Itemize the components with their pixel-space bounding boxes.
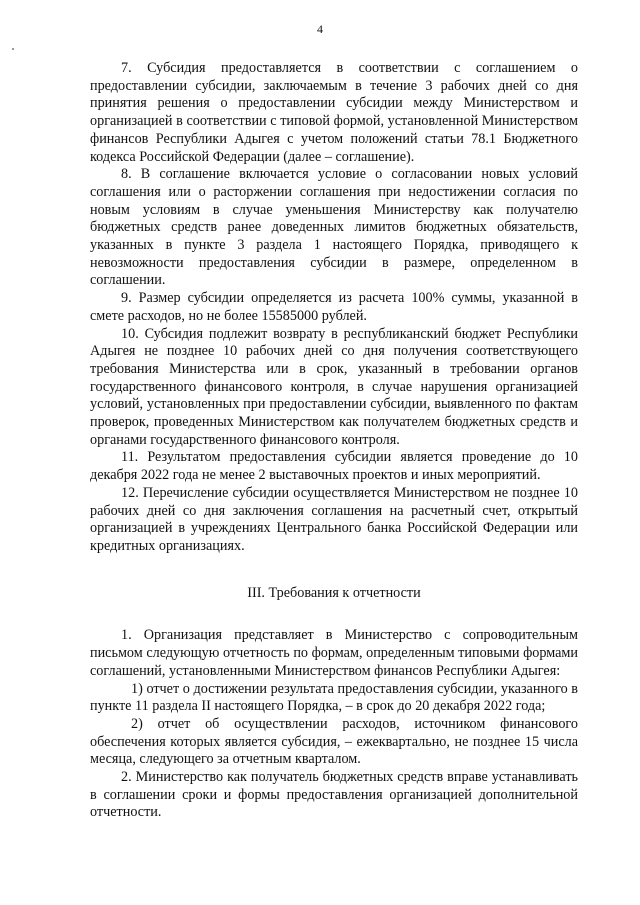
reporting-paragraph-2: 2. Министерство как получатель бюджетных средств вправе устанавливать в соглашении сроки и формы предоставления организацией дополнительной отчетности. bbox=[90, 769, 578, 821]
reporting-subitem-1: 1) отчет о достижении результата предоставления субсидии, указанного в пункте 11 раздела II настоящего Порядка, – в срок до 20 декабря 2022 года; bbox=[90, 680, 578, 715]
reporting-subitem-2: 2) отчет об осуществлении расходов, источником финансового обеспечения которых является субсидия, – ежеквартально, не позднее 15 числа месяца, следующего за отчетным кварталом. bbox=[90, 715, 578, 768]
scan-speck bbox=[12, 48, 14, 50]
paragraph-11: 11. Результатом предоставления субсидии является проведение до 10 декабря 2022 года не менее 2 выставочных проектов и иных мероприятий. bbox=[90, 449, 578, 484]
reporting-paragraph-1: 1. Организация представляет в Министерство с сопроводительным письмом следующую отчетность по формам, определенным типовыми формами соглашений, установленными Министерством финансов Республики Адыгея: bbox=[90, 627, 578, 679]
page-number: 4 bbox=[317, 22, 323, 36]
paragraph-9: 9. Размер субсидии определяется из расчета 100% суммы, указанной в смете расходов, но не более 15585000 рублей. bbox=[90, 290, 578, 324]
paragraph-12: 12. Перечисление субсидии осуществляется Министерством не позднее 10 рабочих дней со дня заключения соглашения на расчетный счет, открытый организацией в учреждениях Центрального банка Российской Федерации или кредитных организациях. bbox=[90, 484, 578, 554]
paragraph-8: 8. В соглашение включается условие о согласовании новых условий соглашения или о расторжении соглашения при недостижении согласия по новым условиям в случае уменьшения Министерству как получателю бюджетных средств ранее доведенных лимитов бюджетных обязательств, указанных в пункте 3 раздела 1 настоящего Порядка, приводящего к невозможности предоставления субсидии в размере, определенном в соглашении. bbox=[90, 166, 578, 289]
paragraph-10: 10. Субсидия подлежит возврату в республиканский бюджет Республики Адыгея не позднее 10 рабочих дней со дня получения соответствующего требования Министерства или в срок, указанный в требовании органов государственного финансового контроля, в случае нарушения организацией условий, установленных при предоставлении субсидии, выявленного по фактам проверок, проведенных Министерством как получателем бюджетных средств и органами государственного финансового контроля. bbox=[90, 325, 578, 448]
paragraph-7: 7. Субсидия предоставляется в соответствии с соглашением о предоставлении субсидии, заключаемым в течение 3 рабочих дней со дня принятия решения о предоставлении субсидии между Министерством и организацией в соответствии с типовой формой, установленной Министерством финансов Республики Адыгея с учетом положений статьи 78.1 Бюджетного кодекса Российской Федерации (далее – соглашение). bbox=[90, 60, 578, 165]
document-body bbox=[90, 60, 578, 822]
section-heading-reporting: III. Требования к отчетности bbox=[247, 584, 421, 601]
